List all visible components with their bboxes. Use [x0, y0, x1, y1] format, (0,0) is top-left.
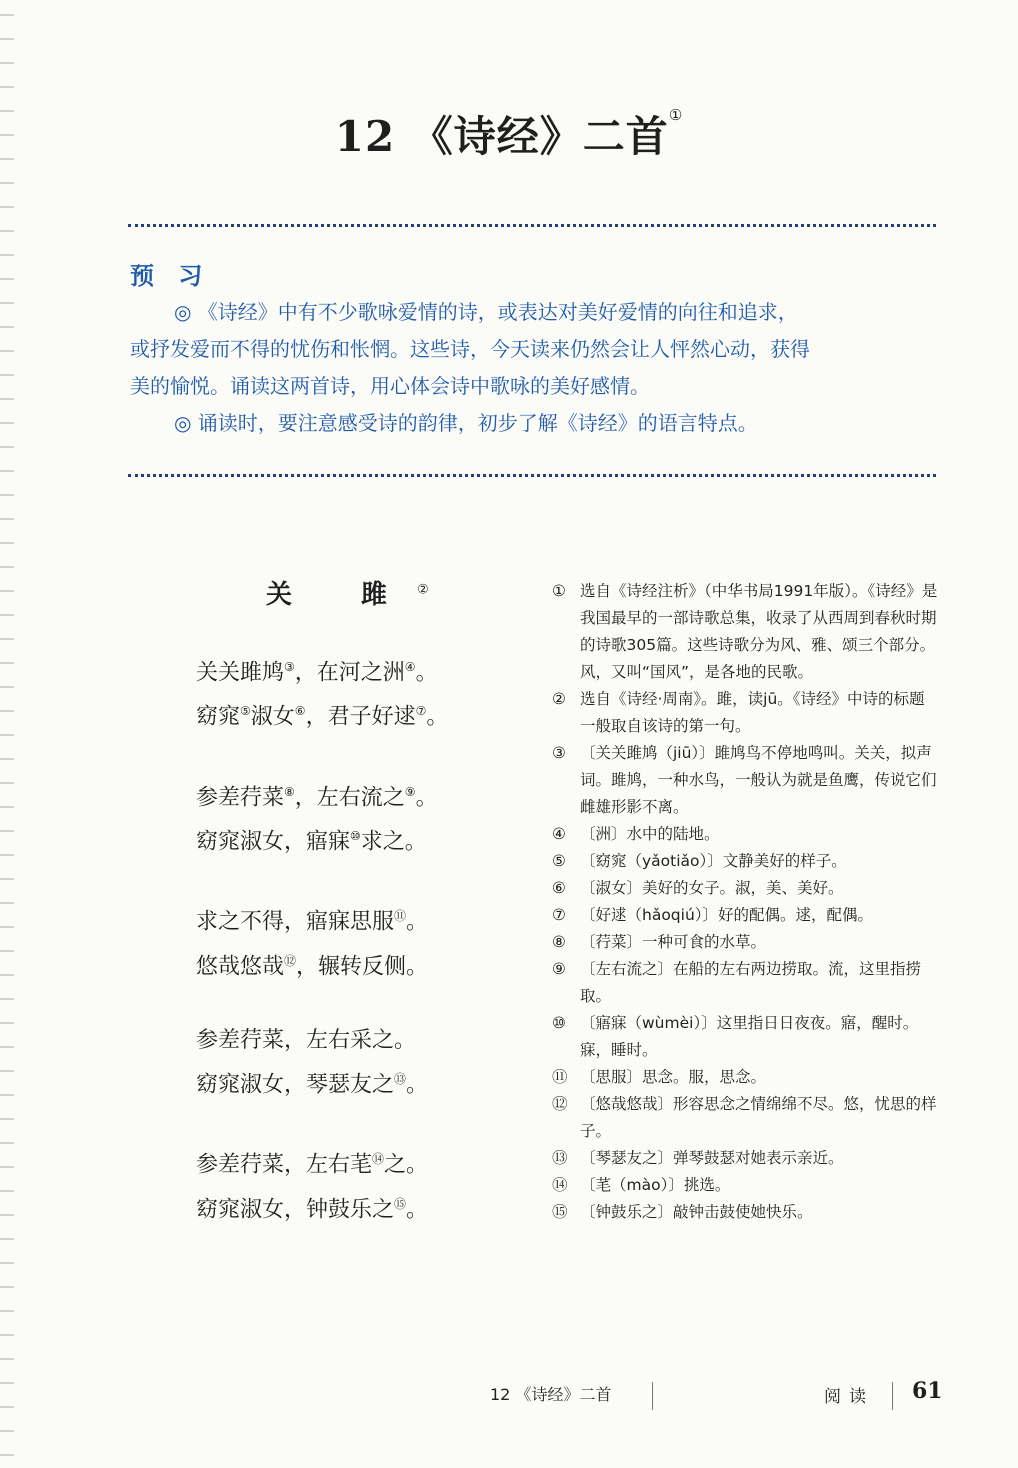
footnote-text: 〔思服〕思念。服，思念。	[580, 1068, 767, 1086]
footnote-number: ⑪	[552, 1068, 568, 1086]
footnote-text: 〔淑女〕美好的女子。淑，美、美好。	[580, 879, 844, 897]
poem-text: 窈窕淑女，寤寐	[196, 829, 351, 855]
page-number: 61	[912, 1378, 943, 1404]
divider-top	[128, 224, 936, 227]
poem-text: 悠哉悠哉	[196, 953, 285, 979]
footnote-text: 〔关关雎鸠（jiū）〕雎鸠鸟不停地鸣叫。关关，拟声词。雎鸠，一种水鸟，一般认为就是鱼鹰，传说它们雌雄形影不离。	[580, 744, 937, 816]
footnote-text: 〔寤寐（wùmèi）〕这里指日日夜夜。寤，醒时。寐，睡时。	[580, 1014, 919, 1059]
lesson-title-note: ①	[668, 106, 684, 124]
footnote-text: 〔芼（mào）〕挑选。	[580, 1176, 731, 1194]
preview-line: ◎ 诵读时，要注意感受诗的韵律，初步了解《诗经》的语言特点。	[174, 411, 758, 435]
poem-line	[196, 1060, 516, 1104]
footnote-item	[552, 740, 940, 821]
footnote-item	[552, 1172, 940, 1199]
footnote-item	[552, 1145, 940, 1172]
preview-line: ◎ 《诗经》中有不少歌咏爱情的诗，或表达对美好爱情的向往和追求，	[174, 300, 798, 324]
poem-line	[196, 773, 516, 817]
footnote-number: ⑥	[552, 879, 566, 897]
footnote-number: ⑩	[552, 1014, 566, 1032]
poem-line	[196, 897, 516, 941]
footnote-item	[552, 956, 940, 1010]
footnote-item	[552, 1091, 940, 1145]
poem-text: 。	[426, 704, 449, 730]
preview-line: 美的愉悦。诵读这两首诗，用心体会诗中歌咏的美好感情。	[130, 374, 650, 398]
poem-text: ，在河之洲	[294, 660, 405, 686]
poem-text: 。	[415, 660, 438, 686]
poem-text: 。	[406, 909, 429, 935]
poem-text: 求之。	[360, 829, 427, 855]
footer-section: 阅读	[824, 1387, 874, 1407]
footnote-marker: ⑥	[294, 704, 306, 719]
poem-line	[196, 1140, 516, 1184]
poem-text: 求之不得，寤寐思服	[196, 909, 395, 935]
footnote-item	[552, 875, 940, 902]
footnote-number: ⑧	[552, 933, 566, 951]
poem-title-text: 关 雎	[266, 580, 418, 610]
footnote-item	[552, 578, 940, 686]
footnote-number: ④	[552, 825, 566, 843]
poem-text: 。	[406, 1072, 429, 1098]
poem-text: 参差荇菜	[196, 784, 285, 810]
poem-line	[196, 1022, 516, 1060]
footnote-text: 选自《诗经·周南》。雎，读jū。《诗经》中诗的标题一般取自该诗的第一句。	[580, 690, 925, 735]
poem-text: 窈窕	[196, 704, 241, 730]
footnote-item	[552, 1010, 940, 1064]
poem-text: 窈窕淑女，钟鼓乐之	[196, 1196, 395, 1222]
poem-line	[196, 1185, 516, 1229]
poem-text: 之。	[384, 1152, 429, 1178]
footnote-number: ⑭	[552, 1176, 568, 1194]
footnote-marker: ④	[404, 660, 416, 674]
footnote-number: ⑬	[552, 1149, 568, 1167]
lesson-title-text: 12 《诗经》二首	[334, 112, 669, 161]
poem-title	[266, 574, 429, 611]
poem-text: 参差荇菜，左右芼	[196, 1152, 373, 1178]
preview-heading: 预 习	[130, 261, 211, 290]
footnote-marker: ⑤	[240, 704, 251, 719]
footnote-text: 〔荇菜〕一种可食的水草。	[580, 933, 767, 951]
footnote-text: 〔左右流之〕在船的左右两边捞取。流，这里指捞取。	[580, 960, 922, 1005]
binding-edge	[0, 0, 14, 1468]
footnote-marker: ⑧	[284, 784, 295, 799]
footnote-marker: ⑮	[394, 1196, 407, 1211]
poem-text: ，君子好逑	[305, 704, 416, 730]
divider-bottom	[128, 474, 936, 477]
poem-text: ，辗转反侧。	[296, 953, 429, 979]
footer-divider	[892, 1382, 893, 1410]
footnote-text: 〔琴瑟友之〕弹琴鼓瑟对她表示亲近。	[580, 1149, 844, 1167]
poem-stanza	[196, 773, 516, 862]
footnote-marker: ⑬	[394, 1071, 407, 1086]
poem-line	[196, 942, 516, 986]
footnote-marker: ③	[284, 660, 295, 674]
preview-line: 或抒发爱而不得的忧伤和怅惘。这些诗，今天读来仍然会让人怦然心动，获得	[130, 337, 810, 361]
footer-divider	[652, 1382, 653, 1410]
footnote-marker: ⑩	[350, 828, 361, 843]
footnote-number: ②	[552, 690, 566, 708]
footnote-text: 〔悠哉悠哉〕形容思念之情绵绵不尽。悠，忧思的样子。	[580, 1095, 937, 1140]
footnote-marker: ⑦	[415, 704, 427, 719]
footnote-number: ⑫	[552, 1095, 568, 1113]
poem-stanza	[196, 1022, 516, 1104]
preview-box	[130, 294, 938, 442]
poem-stanza	[196, 648, 516, 737]
footnote-marker: ⑫	[284, 953, 297, 968]
footnote-number: ⑮	[552, 1203, 568, 1221]
footnote-text: 〔钟鼓乐之〕敲钟击鼓使她快乐。	[580, 1203, 813, 1221]
poem-stanza	[196, 897, 516, 986]
footnote-number: ⑤	[552, 852, 566, 870]
poem-line	[196, 692, 516, 736]
footnote-text: 〔洲〕水中的陆地。	[580, 825, 720, 843]
footnote-marker: ⑪	[394, 909, 407, 924]
footnote-number: ⑨	[552, 960, 566, 978]
poem-stanza	[196, 1140, 516, 1229]
footnote-text: 〔窈窕（yǎotiǎo）〕文静美好的样子。	[580, 852, 847, 870]
poem-body	[196, 648, 516, 1265]
footnote-item	[552, 902, 940, 929]
poem-text: 。	[406, 1196, 429, 1222]
footnote-text: 选自《诗经注析》（中华书局1991年版）。《诗经》是我国最早的一部诗歌总集，收录了从西周到春秋时期的诗歌305篇。这些诗歌分为风、雅、颂三个部分。风，又叫“国风”，是各地的民歌。	[580, 582, 938, 681]
footnote-marker: ⑨	[404, 784, 416, 799]
poem-title-note: ②	[417, 582, 429, 598]
poem-line	[196, 648, 516, 692]
footnote-number: ⑦	[552, 906, 566, 924]
footnote-item	[552, 1199, 940, 1226]
poem-text: 关关雎鸠	[196, 660, 285, 686]
footnote-text: 〔好逑（hǎoqiú）〕好的配偶。逑，配偶。	[580, 906, 874, 924]
footnote-item	[552, 929, 940, 956]
poem-text: 窈窕淑女，琴瑟友之	[196, 1072, 395, 1098]
footnote-item	[552, 686, 940, 740]
poem-line	[196, 817, 516, 861]
poem-text: ，左右流之	[294, 784, 405, 810]
footnote-item	[552, 1064, 940, 1091]
poem-text: 参差荇菜，左右采之。	[196, 1027, 417, 1053]
footnote-marker: ⑭	[372, 1152, 385, 1167]
footnote-item	[552, 821, 940, 848]
footnote-number: ③	[552, 744, 566, 762]
footnote-number: ①	[552, 582, 566, 600]
poem-text: 。	[415, 784, 438, 810]
lesson-title	[0, 104, 1018, 164]
poem-text: 淑女	[250, 704, 295, 730]
footnotes	[552, 578, 940, 1226]
footer-lesson-title: 12 《诗经》二首	[490, 1385, 612, 1404]
footnote-item	[552, 848, 940, 875]
